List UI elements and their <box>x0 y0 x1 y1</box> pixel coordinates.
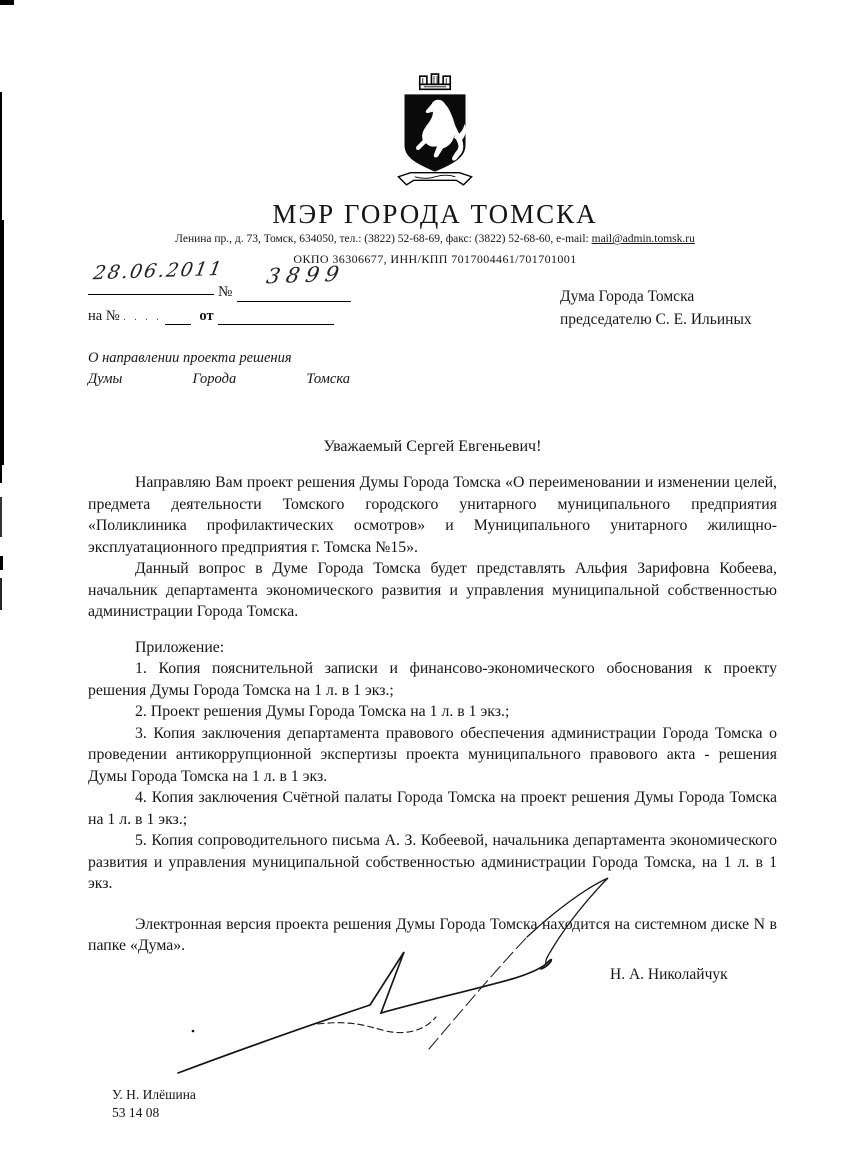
attachment-item: 2. Проект решения Думы Города Томска на 1 л. в 1 экз.; <box>135 703 510 720</box>
executor-block <box>112 1086 196 1121</box>
scan-artifact-corner <box>0 0 14 5</box>
attachment-item: 3. Копия заключения департамента правового обеспечения администрации Города Томска о проведении антикоррупционной экспертизы проекта муниципального правового акта - решения Думы Города Томска на 1 л. в 1 экз. <box>88 724 777 785</box>
attachment-item: 4. Копия заключения Счётной палаты Города Томска на проект решения Думы Города Томска на 1 л. в 1 экз.; <box>88 789 777 828</box>
executor-phone: 53 14 08 <box>112 1104 160 1120</box>
date-line <box>88 257 226 295</box>
scan-artifact-edge <box>0 92 2 220</box>
recipient-line2: председателю С. Е. Ильиных <box>560 310 752 328</box>
attachment-item: 5. Копия сопроводительного письма А. З. Кобеевой, начальника департамента экономического развития и управления муниципальной собственностью администрации Города Томска, на 1 л. в 1 экз. <box>88 832 777 892</box>
organization-title: МЭР ГОРОДА ТОМСКА <box>272 199 598 229</box>
reply-dots: . . . . <box>123 312 162 323</box>
salutation: Уважаемый Сергей Евгеньевич! <box>323 438 542 455</box>
reply-number-line <box>165 310 191 325</box>
closing-paragraph: Электронная версия проекта решения Думы Города Томска находится на системном диске N в папке «Дума». <box>88 915 777 954</box>
signatory-name: Н. А. Николайчук <box>610 966 728 983</box>
letter-body <box>88 472 777 957</box>
recipient-block <box>560 286 752 331</box>
scan-artifact-edge <box>0 220 4 465</box>
reference-block <box>88 257 388 325</box>
handwritten-date: 28.06.2011 <box>91 257 226 285</box>
subject-line2: Думы Города Томска <box>88 371 350 387</box>
number-line <box>237 261 351 302</box>
attachment-item: 1. Копия пояснительной записки и финансово-экономического обоснования к проекту решения Думы Города Томска на 1 л. в 1 экз.; <box>88 660 777 699</box>
address-text: Ленина пр., д. 73, Томск, 634050, тел.: (3822) 52-68-69, факс: (3822) 52-68-60, e-mail: <box>175 233 592 245</box>
reply-from-label: от <box>199 308 214 324</box>
paragraph: Данный вопрос в Думе Города Томска будет представлять Альфия Зарифовна Кобеева, начальник департамента экономического развития и управления муниципальной собственностью администрации Города Томска. <box>88 560 777 620</box>
scan-artifact-edge <box>0 465 2 483</box>
scan-artifact-edge <box>0 578 2 610</box>
letterhead <box>25 68 845 267</box>
address-line <box>25 233 845 245</box>
scan-artifact-edge <box>0 497 2 537</box>
attachments-label: Приложение: <box>135 638 225 656</box>
reply-prefix: на № <box>88 308 120 324</box>
subject-block <box>88 348 350 390</box>
number-sign: № <box>218 284 233 300</box>
recipient-line1: Дума Города Томска <box>560 288 695 305</box>
paragraph: Направляю Вам проект решения Думы Города Томска «О переименовании и изменении целей, предмета деятельности Томского городского унитарного муниципального предприятия «Поликлиника профилактических осмотров» и Муниципального унитарного жилищно-эксплуатационного предприятия г. Томска №15». <box>88 474 777 556</box>
reply-date-line <box>218 310 334 325</box>
scan-artifact-edge <box>0 556 3 570</box>
registration-line: ОКПО 36306677, ИНН/КПП 7017004461/701701001 <box>293 252 577 266</box>
executor-name: У. Н. Илёшина <box>112 1087 196 1102</box>
handwritten-number: 3899 <box>264 261 347 289</box>
subject-line1: О направлении проекта решения <box>88 350 292 366</box>
tomsk-coat-of-arms-icon <box>391 68 479 192</box>
email-link[interactable]: mail@admin.tomsk.ru <box>591 233 695 245</box>
